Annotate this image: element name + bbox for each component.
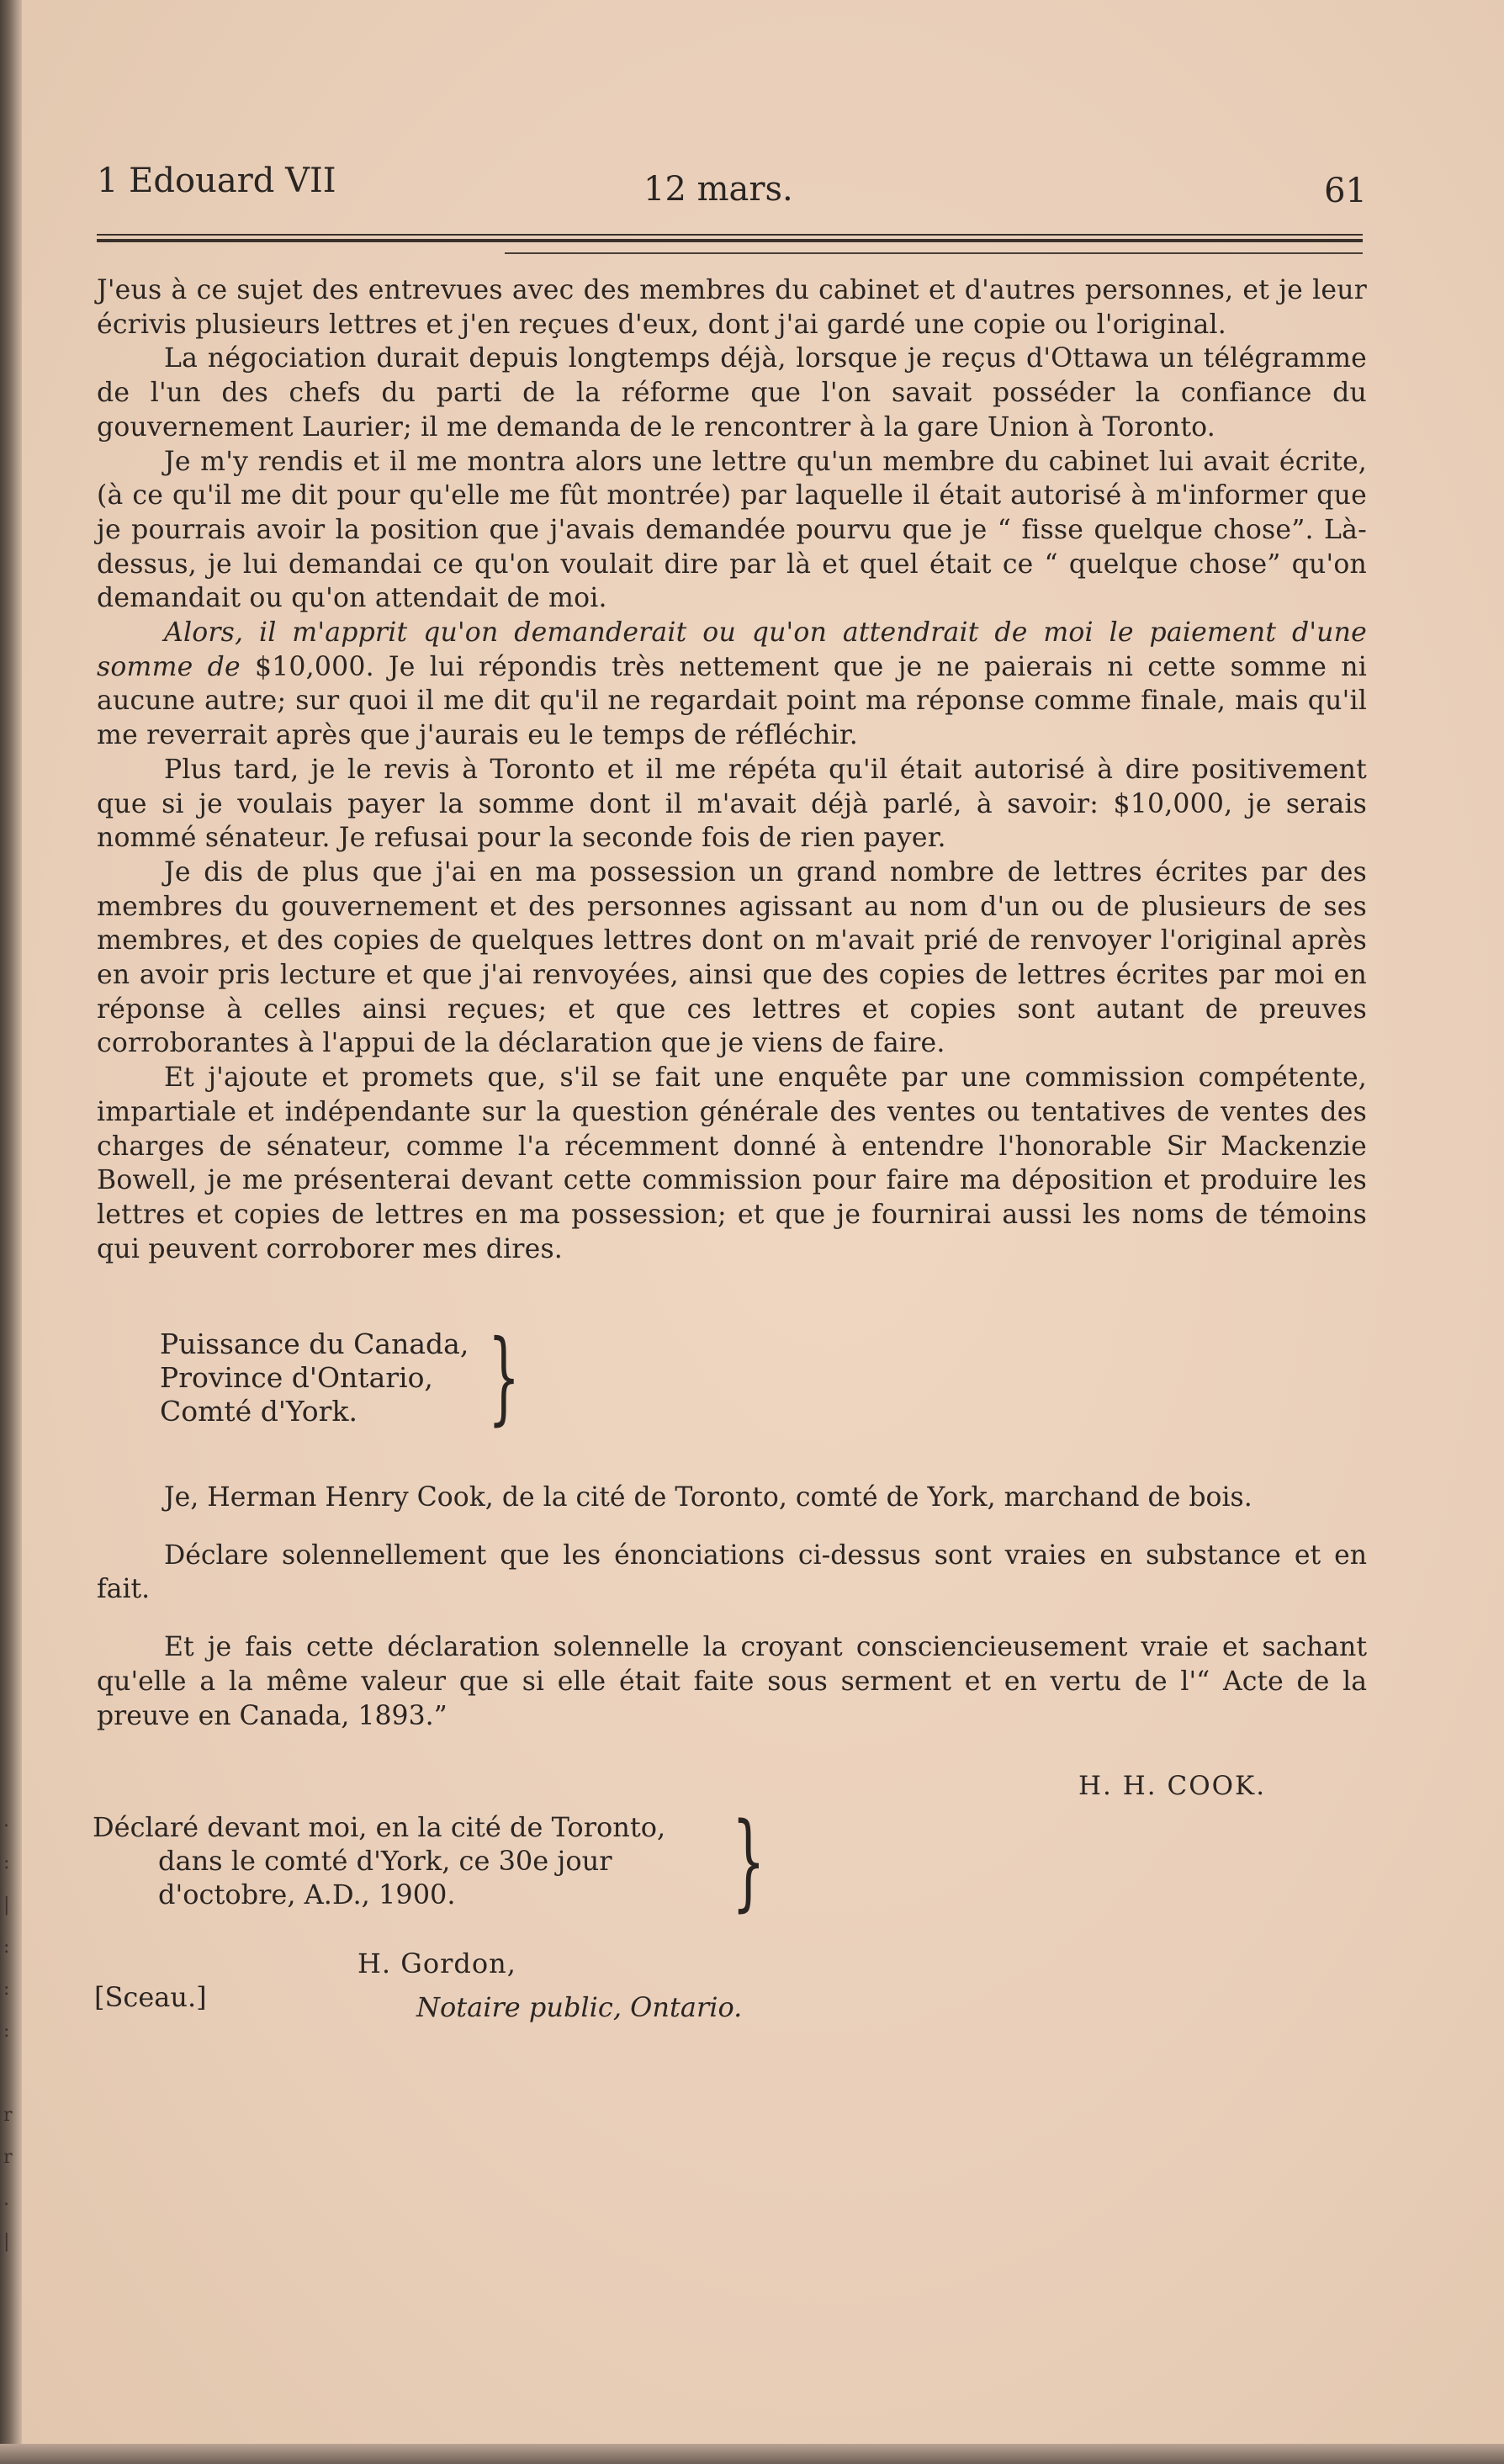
- page-bottom-edge: [0, 2444, 1504, 2464]
- notary-name: H. Gordon,: [357, 1947, 516, 1979]
- body-text: [97, 273, 1367, 1266]
- sworn-line: dans le comté d'York, ce 30e jour: [158, 1845, 612, 1877]
- paragraph: J'eus à ce sujet des entrevues avec des membres du cabinet et d'autres personnes, et je leur écrivis plusieurs lettres et j'en reçues d'eux, dont j'ai gardé une copie ou l'original.: [97, 275, 1367, 340]
- brace-icon: }: [488, 1319, 521, 1436]
- sworn-block: [93, 1810, 732, 1911]
- paragraph: [97, 616, 1367, 753]
- paragraph: Je dis de plus que j'ai en ma possession un grand nombre de lettres écrites par des membres du gouvernement et des personnes agissant au nom d'un ou de plusieurs de ses membres, et des copies de quelques lettres dont on m'avait prié de renvoyer l'original après en avoir pris lecture et que j'ai renvoyées, ainsi que des copies de lettres écrites par moi en réponse à celles ainsi reçues; et que ces lettres et copies sont autant de preuves corroborantes à l'appui de la déclaration que je viens de faire.: [97, 856, 1367, 1059]
- declarant-signature: H. H. COOK.: [1078, 1771, 1267, 1801]
- notary-title: Notaire public, Ontario.: [416, 1991, 743, 2023]
- brace-icon: }: [732, 1800, 765, 1922]
- declaration-paragraph: Déclare solennellement que les énonciations ci-dessus sont vraies en substance et en fait.: [97, 1539, 1367, 1605]
- jurisdiction-line: Comté d'York.: [160, 1395, 357, 1428]
- declaration-paragraph: Je, Herman Henry Cook, de la cité de Toronto, comté de York, marchand de bois.: [164, 1482, 1252, 1513]
- italic-phrase: Alors, il m'apprit qu'on demanderait ou qu'on attendrait de moi le paiement d'une somme de: [97, 617, 1367, 682]
- seal-label: [Sceau.]: [94, 1981, 207, 2013]
- jurisdiction-line: Province d'Ontario,: [160, 1361, 433, 1394]
- sworn-line: d'octobre, A.D., 1900.: [158, 1878, 456, 1910]
- paragraph-rest: $10,000. Je lui répondis très nettement que je ne paierais ni cette somme ni aucune autre; sur quoi il me dit qu'il ne regardait point ma réponse comme finale, mais qu'il me reverrait après que j'aurais eu le temps de réfléchir.: [97, 651, 1367, 751]
- running-header: [97, 151, 1367, 210]
- paragraph: Et j'ajoute et promets que, s'il se fait une enquête par une commission compétente, impartiale et indépendante sur la question générale des ventes ou tentatives de ventes des charges de sénateur, comme l'a récemment donné à entendre l'honorable Sir Mackenzie Bowell, je me présenterai devant cette commission pour faire ma déposition et produire les lettres et copies de lettres en ma possession; et que je fournirai aussi les noms de témoins qui peuvent corroborer mes dires.: [97, 1062, 1367, 1264]
- header-rule-thick: [97, 239, 1363, 242]
- page-number: 61: [1324, 172, 1367, 210]
- header-date: 12 mars.: [643, 170, 793, 209]
- paragraph: La négociation durait depuis longtemps déjà, lorsque je reçus d'Ottawa un télégramme de l'un des chefs du parti de la réforme que l'on savait posséder la confiance du gouvernement Laurier; il me demanda de le rencontrer à la gare Union à Toronto.: [97, 343, 1367, 442]
- paragraph: Je m'y rendis et il me montra alors une lettre qu'un membre du cabinet lui avait écrite, (à ce qu'il me dit pour qu'elle me fût montrée) par laquelle il était autorisé à m'informer que je pourrais avoir la position que j'avais demandée pourvu que je “ fisse quelque chose”. Là-dessus, je lui demandai ce qu'on voulait dire par là et quel était ce “ quelque chose” qu'on demandait ou qu'on attendait de moi.: [97, 446, 1367, 614]
- declaration-paragraph: Et je fais cette déclaration solennelle la croyant consciencieusement vraie et sachant qu'elle a la même valeur que si elle était faite sous serment et en vertu de l'“ Acte de la preuve en Canada, 1893.”: [97, 1632, 1367, 1731]
- sworn-line: Déclaré devant moi, en la cité de Toronto,: [93, 1811, 666, 1843]
- jurisdiction-line: Puissance du Canada,: [160, 1327, 469, 1360]
- paragraph: Plus tard, je le revis à Toronto et il me répéta qu'il était autorisé à dire positivement que si je voulais payer la somme dont il m'avait déjà parlé, à savoir: $10,000, je serais nommé sénateur. Je refusai pour la seconde fois de rien payer.: [97, 754, 1367, 854]
- header-rule: [97, 234, 1363, 236]
- header-rule-short: [505, 252, 1363, 254]
- declaration-block: [97, 1481, 1367, 1757]
- header-regnal-year: 1 Edouard VII: [97, 162, 336, 200]
- margin-marks: . : | : : : r r . |: [3, 1810, 13, 2252]
